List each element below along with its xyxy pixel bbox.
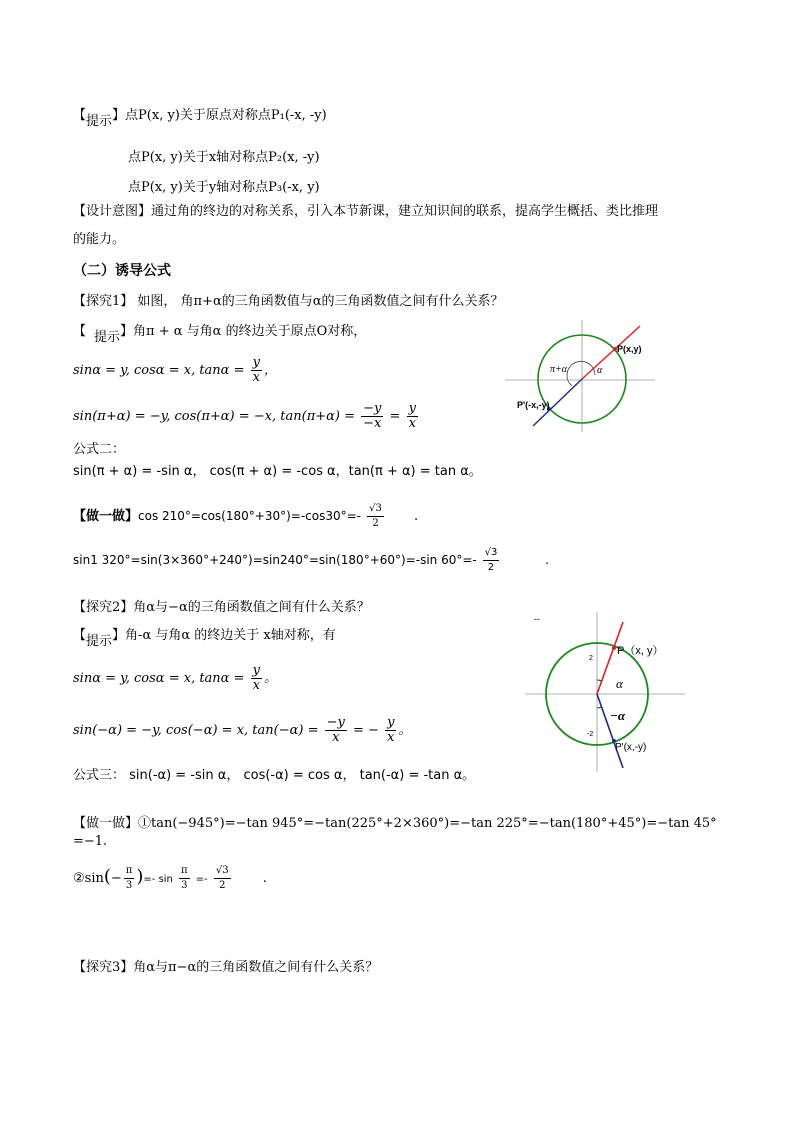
explore1-hint: 【 提示】角π + α 与角α 的终边关于原点O对称， [73, 324, 367, 345]
hint-bracket-open: 【 [73, 108, 87, 123]
explore2-hint-text: 角-α 与角α 的终边关于 x轴对称，有 [125, 628, 336, 643]
explore1-practice2: sin1 320°=sin(3×360°+240°)=sin240°=sin(180°+60°)=-sin 60°=- $\frac{√3}{2}$ . [73, 547, 549, 573]
hint1-line1 [73, 104, 327, 129]
formula2-title: 公式二： [73, 442, 126, 457]
explore2-eq2: sin(−α) = −y, cos(−α) = x, tan(−α) = $\frac{-y}{x}$ = − $\frac{y}{x}$ 。 [73, 715, 412, 745]
formula2: sin(π + α) = -sin α， cos(π + α) = -cos α，tan(π + α) = tan α。 [73, 464, 482, 479]
figure2-unit-circle [520, 612, 690, 772]
figure2-label-pp: P'(x,-y) [615, 742, 647, 753]
explore1-question: 【探究1】 如图， 角π+α的三角函数值与α的三角函数值之间有什么关系？ [73, 294, 504, 309]
hint1-text-1: 点P(x, y)关于原点对称点P₁(-x, -y) [125, 108, 327, 123]
explore1-eq1: sinα = y, cosα = x, tanα = $\frac{y}{x}$ ， [73, 355, 277, 385]
figure1-unit-circle [505, 320, 655, 432]
figure1-label-sum: π+α [550, 364, 568, 375]
explore2-question: 【探究2】角α与−α的三角函数值之间有什么关系？ [73, 600, 370, 615]
hint-bracket-close: 】 [112, 108, 126, 123]
design-intent-line1: 【设计意图】通过角的终边的对称关系，引入本节新课，建立知识间的联系，提高学生概括、类比推理 [73, 204, 659, 219]
explore2-practice1a: 【做一做】①tan(−945°)=−tan 945°=−tan(225°+2×360°)=−tan 225°=−tan(180°+45°)=−tan 45° [73, 816, 717, 831]
figure2-tick-up: 2 [589, 655, 593, 662]
explore2-eq1: sinα = y, cosα = x, tanα = $\frac{y}{x}$ 。 [73, 663, 277, 693]
section-title: （二）诱导公式 [73, 263, 171, 279]
explore2-hint-label: 提示 [86, 634, 113, 649]
figure2-label-alpha: α [616, 676, 623, 691]
figure2-label-neg-alpha: −α [610, 708, 626, 723]
hint1-label: 提示 [86, 114, 113, 129]
explore1-eq2: sin(π+α) = −y, cos(π+α) = −x, tan(π+α) = $\frac{-y}{-x}$ = $\frac{y}{x}$ [73, 401, 416, 431]
explore2-hint: 【提示】角-α 与角α 的终边关于 x轴对称，有 [73, 628, 336, 649]
explore1-hint-text: 角π + α 与角α 的终边关于原点O对称， [133, 324, 367, 339]
explore2-practice2: ②sin(− $\frac{\pi}{3}$ )=- sin $\frac{\pi}{3}$ =- $\frac{√3}{2}$ . [73, 865, 267, 891]
explore3-question: 【探究3】角α与π−α的三角函数值之间有什么关系？ [73, 960, 379, 975]
explore1-hint-label: 提示 [94, 330, 121, 345]
explore2-practice1b: =−1. [73, 834, 108, 849]
design-intent-line2: 的能力。 [73, 232, 126, 247]
figure2-label-p: P（x, y） [617, 645, 664, 657]
hint1-line2: 点P(x, y)关于x轴对称点P₂(x, -y) [128, 150, 320, 165]
figure2-ray-pp [597, 694, 623, 768]
formula3: 公式三： sin(-α) = -sin α， cos(-α) = cos α， tan(-α) = -tan α。 [73, 768, 476, 783]
figure2-tick-down: -2 [587, 731, 594, 738]
explore1-practice1: 【做一做】cos 210°=cos(180°+30°)=-cos30°=- $\frac{√3}{2}$ . [73, 503, 419, 529]
hint1-line3: 点P(x, y)关于y轴对称点P₃(-x, y) [128, 180, 320, 195]
figure1-label-p: P(x,y) [617, 344, 642, 354]
figure1-label-pp: P'(-x,-y) [517, 400, 550, 410]
figure1-label-alpha: α [597, 365, 603, 376]
figure2-top-label: -- [534, 614, 540, 624]
